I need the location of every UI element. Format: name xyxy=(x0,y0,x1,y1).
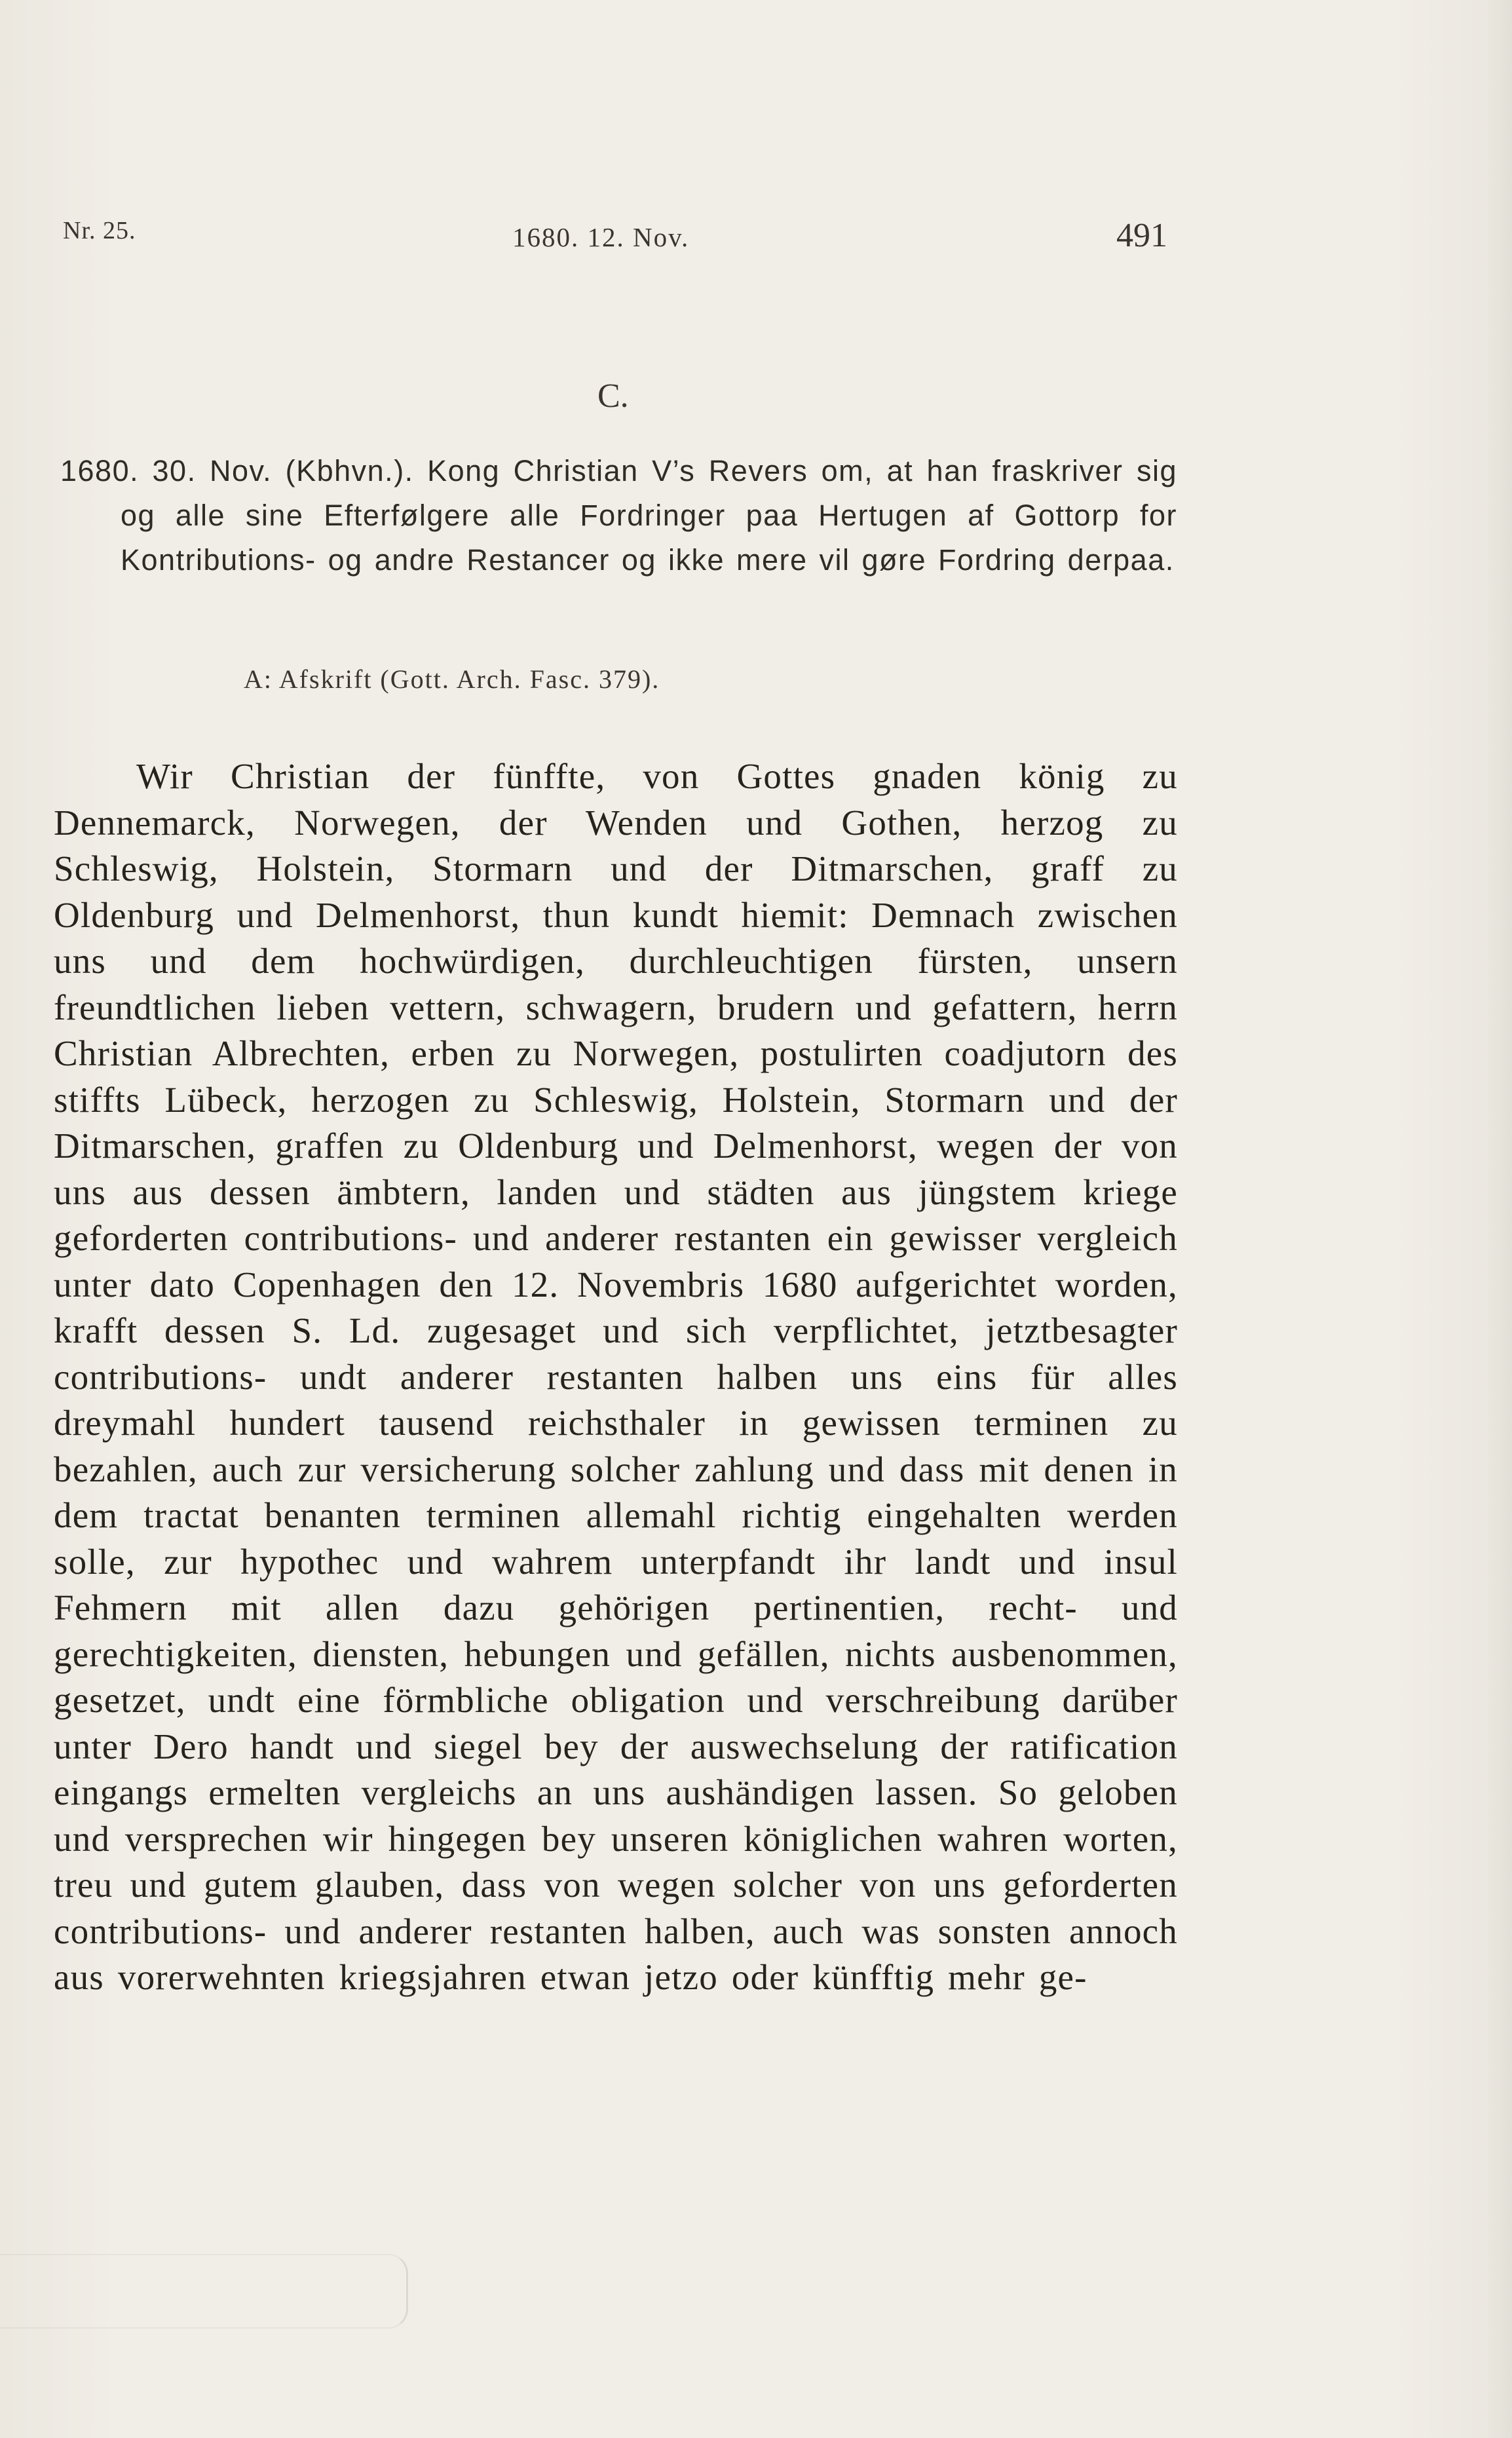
document-number: Nr. 25. xyxy=(63,217,136,244)
header-date: 1680. 12. Nov. xyxy=(512,222,690,252)
document-summary xyxy=(60,449,1177,582)
scan-artifact xyxy=(0,2254,408,2329)
main-text-paragraph: Wir Christian der fünffte, von Gottes gnaden könig zu Dennemarck, Norwegen, der Wenden und Gothen, herzog zu Schleswig, Holstein, Stormarn und der Ditmarschen, graff zu Oldenburg und Delmenhorst, thun kundt hiemit: Demnach zwischen uns und dem hochwürdigen, durchleuchtigen fürsten, unsern freundtlichen lieben vettern, schwagern, brudern und gefattern, herrn Christian Albrechten, erben zu Norwegen, postulirten coadjutorn des stiffts Lübeck, herzogen zu Schleswig, Holstein, Stormarn und der Ditmarschen, graffen zu Oldenburg und Delmenhorst, wegen der von uns aus dessen ämbtern, landen und städten aus jüngstem kriege geforderten contributions- und anderer restanten ein gewisser vergleich unter dato Copenhagen den 12. Novembris 1680 aufgerichtet worden, krafft dessen S. Ld. zugesaget und sich verpflichtet, jetztbesagter contributions- undt anderer restanten halben uns eins für alles dreymahl hundert tausend reichsthaler in gewissen terminen zu bezahlen, auch zur versicherung solcher zahlung und dass mit denen in dem tractat benanten terminen allemahl richtig eingehalten werden solle, zur hypothec und wahrem unterpfandt ihr landt und insul Fehmern mit allen dazu gehörigen pertinentien, recht- und gerechtigkeiten, diensten, hebungen und gefällen, nichts ausbenommen, gesetzet, undt eine förmbliche obligation und verschreibung darüber unter Dero handt und siegel bey der auswechselung der ratification eingangs ermelten vergleichs an uns aushändigen lassen. So geloben und versprechen wir hingegen bey unseren königlichen wahren worten, treu und gutem glauben, dass von wegen solcher von uns geforderten contributions- und anderer restanten halben, auch was sonsten annoch aus vorerwehnten kriegsjahren etwan jetzo oder künfftig mehr ge- xyxy=(54,756,1178,1997)
summary-text: 1680. 30. Nov. (Kbhvn.). Kong Christian V’s Revers om, at han fraskriver sig og alle sine Efterfølgere alle Fordringer paa Hertugen af Gottorp for Kontributions- og andre Restancer og ikke mere vil gøre Fordring derpaa. xyxy=(60,454,1177,577)
main-text xyxy=(54,753,1178,2001)
running-header xyxy=(63,216,1177,262)
source-reference: A: Afskrift (Gott. Arch. Fasc. 379). xyxy=(244,664,660,694)
section-heading: C. xyxy=(597,377,629,415)
page-number: 491 xyxy=(1116,217,1167,254)
page-edge-shadow xyxy=(1486,0,1512,2438)
